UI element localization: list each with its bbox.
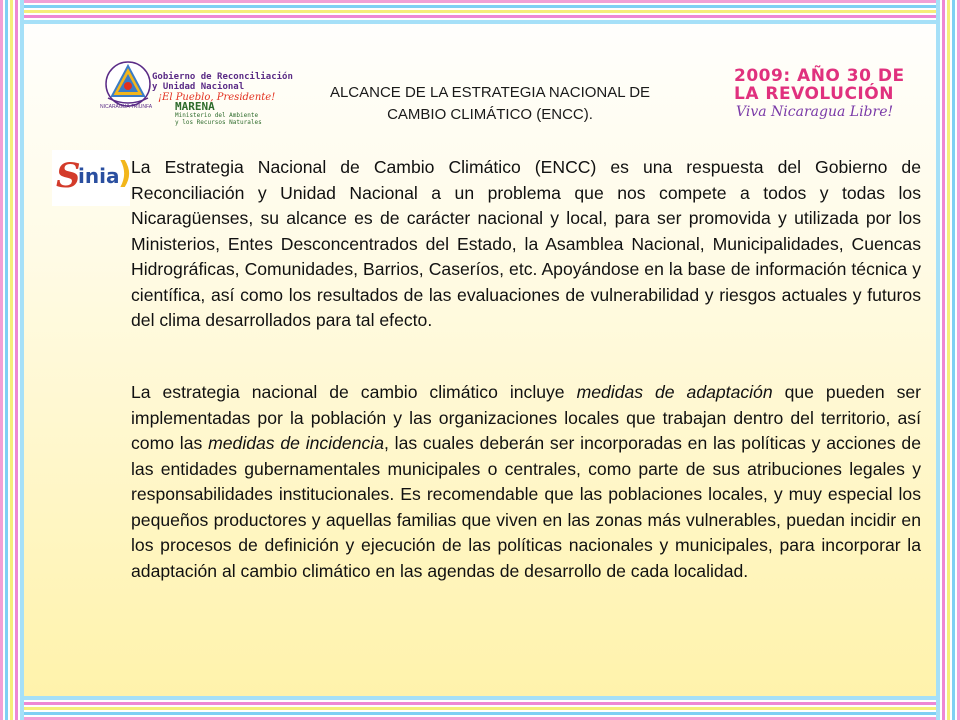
paragraph2-part2: que pueden ser implementadas por la población y las organizaciones locales que trabajan dentro del territorio, así como las [131,382,922,453]
revolution-line-1: 2009: AÑO 30 DE [734,66,905,86]
sinia-logo [52,150,130,206]
triangle-emblem-icon [100,60,156,110]
paragraph2-italic-incidence: medidas de incidencia [208,433,384,453]
paragraph2-part3: , las cuales deberán ser incorporadas en las políticas y acciones de las entidades gubernamentales municipales o centrales, como parte de sus atribuciones legales y responsabilidades institucionales. Es recomendable que las poblaciones locales, y muy especial los pequeños productores y aquellas familias que viven en las zonas más vulnerables, puedan incidir en los procesos de definición y ejecución de las políticas nacionales y municipales, para incorporar la adaptación al cambio climático en las agendas de desarrollo de cada localidad. [131,433,921,581]
marena-logo [173,100,273,134]
revolution-line-3: Viva Nicaragua Libre! [736,104,894,120]
paragraph2-part1: La estrategia nacional de cambio climático incluye [131,382,577,402]
border-stripe-bottom [0,696,960,720]
border-stripe-top [0,0,960,24]
government-name-line2: y Unidad Nacional [152,82,245,92]
sinia-s-letter: S [56,156,81,196]
page-title [290,82,690,126]
title-line-2: CAMBIO CLIMÁTICO (ENCC). [387,106,593,123]
government-slogan: ¡El Pueblo, Presidente! [158,92,276,103]
border-stripe-right [936,0,960,720]
emblem-caption: NICARAGUA TRIUNFA [100,104,153,110]
revolution-logo [730,66,905,130]
body-paragraph-2 [131,380,921,584]
marena-subtitle-2: y los Recursos Naturales [175,119,262,126]
paragraph2-italic-adaptation: medidas de adaptación [576,382,773,402]
government-name-line1: Gobierno de Reconciliación [152,72,293,82]
sinia-wordmark: inia [78,164,120,188]
body-paragraph-1: La Estrategia Nacional de Cambio Climático (ENCC) es una respuesta del Gobierno de Reconciliación y Unidad Nacional a un problema que nos compete a todos y todas los Nicaragüenses, su alcance es de carácter nacional y local, para ser promovida y utilizada por los Ministerios, Entes Desconcentrados del Estado, la Asamblea Nacional, Municipalidades, Cuencas Hidrográficas, Comunidades, Barrios, Caseríos, etc. Apoyándose en la base de información técnica y científica, así como los resultados de las evaluaciones de vulnerabilidad y riesgos actuales y futuros del clima desarrollados para tal efecto. [131,157,921,330]
border-stripe-left [0,0,24,720]
sinia-mark: ) [118,156,132,191]
title-line-1: ALCANCE DE LA ESTRATEGIA NACIONAL DE [329,84,651,101]
marena-title: MARENA [175,100,215,113]
marena-subtitle-1: Ministerio del Ambiente [175,112,259,119]
revolution-line-2: LA REVOLUCIÓN [734,84,894,104]
